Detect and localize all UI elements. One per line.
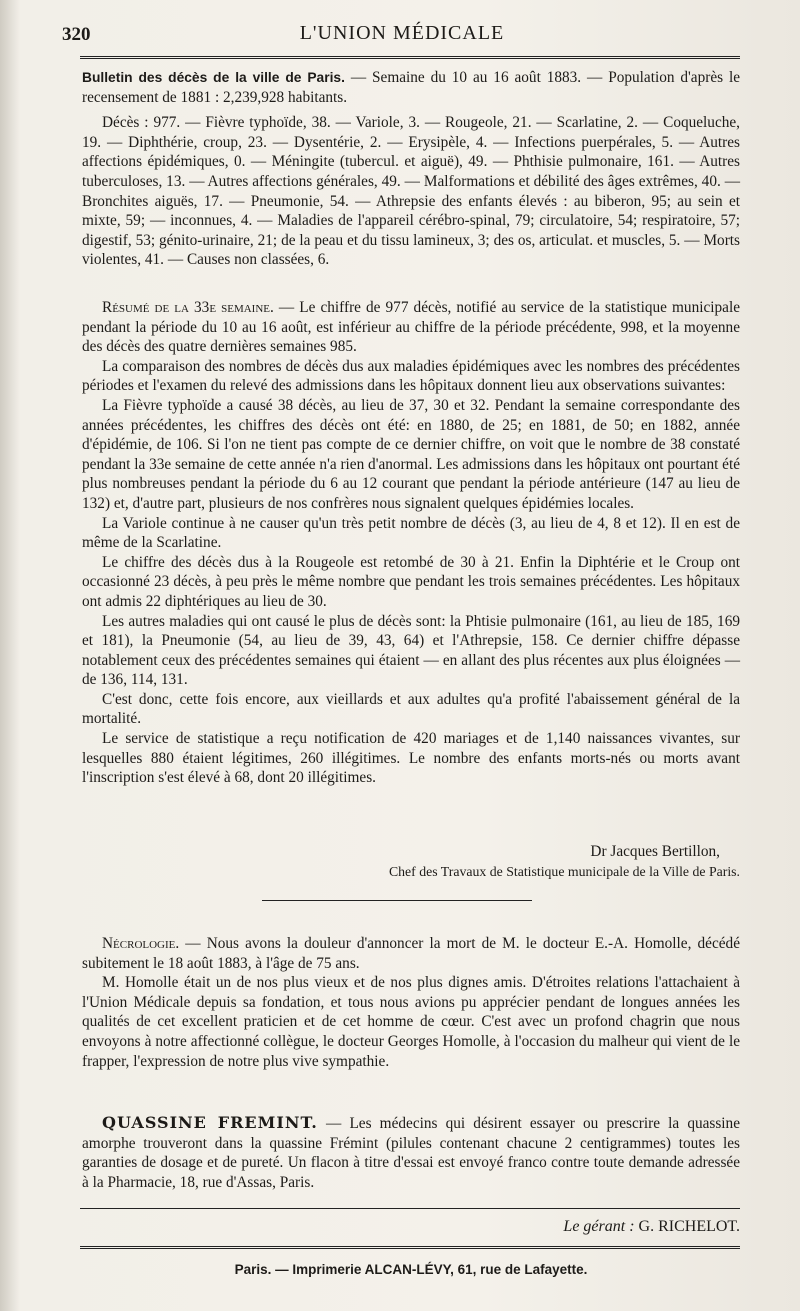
resume-paragraph: — Le chiffre de 977 décès, notifié au service de la statistique municipale pendant la période du 10 au 16 août, est inférieur au chiffre de la période précédente, 998, et la moyenne des décès des quatre dernières semaines 985. [82, 299, 740, 356]
resume-paragraph: La Variole continue à ne causer qu'un très petit nombre de décès (3, au lieu de 4, 8 et 12). Il en est de même de la Scarlatine. [82, 514, 740, 552]
resume-paragraph: Le chiffre des décès dus à la Rougeole est retombé de 30 à 21. Enfin la Diphtérie et le Croup ont occasionné 23 décès, à peu près le même nombre que pendant les trois semaines précédentes. Les hôpitaux ont admis 22 diphtériques au lieu de 30. [82, 553, 740, 610]
necrologie-paragraph: — Nous avons la douleur d'annoncer la mort de M. le docteur E.-A. Homolle, décédé subitement le 18 août 1883, à l'âge de 75 ans. [82, 935, 740, 972]
signature-title: Chef des Travaux de Statistique municipale de la Ville de Paris. [388, 863, 740, 879]
necrologie-heading: Nécrologie. [102, 935, 180, 952]
necrologie-paragraph: M. Homolle était un de nos plus vieux et de nos plus dignes amis. D'étroites relations l'attachaient à l'Union Médicale depuis sa fondation, et tous nous avions pu apprécier pendant de longues années les qualités de cet excellent praticien et de cet homme de cœur. C'est avec un profond chagrin que nous envoyons à notre affectionné collègue, le docteur Georges Homolle, à l'occasion du malheur qui vient de le frapper, l'expression de notre plus vive sympathie. [82, 974, 740, 1070]
gerant-name: G. RICHELOT. [634, 1218, 740, 1235]
advert-body: — Les médecins qui désirent essayer ou prescrire la quassine amorphe trouveront dans la quassine Frémint (pilules contenant chacune 2 centigrammes) toutes les garanties de dosage et de pureté. Un flacon à titre d'essai est envoyé franco contre toute demande adressée à la Pharmacie, 18, rue d'Assas, Paris. [82, 1115, 740, 1191]
bulletin-title-rest: — Semaine du 10 au 16 août 1883. — Population d'après le recensement de 1881 : 2,239,928 habitants. [82, 69, 741, 106]
resume-paragraph: Les autres maladies qui ont causé le plus de décès sont: la Phtisie pulmonaire (161, au lieu de 185, 169 et 181), la Pneumonie (54, au lieu de 39, 43, 64) et l'Athrepsie, 158. Ce dernier chiffre dépasse notablement ceux des précédentes semaines qui étaient — en allant des plus récentes aux plus éloignées — de 136, 114, 131. [82, 612, 740, 689]
bulletin-body: Décès : 977. — Fièvre typhoïde, 38. — Variole, 3. — Rougeole, 21. — Scarlatine, 2. — Coqueluche, 19. — Diphthérie, croup, 23. — Dysentérie, 2. — Erysipèle, 4. — Infections puerpérales, 5. — Autres affections épidémiques, 0. — Méningite (tubercul. et aiguë), 49. — Phthisie pulmonaire, 161. — Autres tuberculoses, 13. — Autres affections générales, 49. — Malformations et débilité des âges extrêmes, 40. — Bronchites aiguës, 17. — Pneumonie, 54. — Athrepsie des enfants élevés : au biberon, 95; au sein et mixte, 59; — inconnues, 4. — Maladies de l'appareil cérébro-spinal, 79; circulatoire, 54; respiratoire, 57; digestif, 53; génito-urinaire, 21; de la peau et du tissu lamineux, 3; des os, articulat. et muscles, 5. — Morts violentes, 41. — Causes non classées, 6. [82, 114, 740, 269]
page-number: 320 [62, 24, 91, 45]
advert-section [82, 1113, 740, 1192]
resume-paragraph: Le service de statistique a reçu notification de 420 mariages et de 1,140 naissances vivantes, sur lesquelles 880 étaient légitimes, 260 illégitimes. Le nombre des enfants morts-nés ou morts avant l'inscription s'est élevé à 68, dont 20 illégitimes. [82, 730, 740, 787]
signature-block [82, 842, 740, 881]
resume-paragraph: La comparaison des nombres de décès dus aux maladies épidémiques avec les nombres des précédentes périodes et l'examen du relevé des admissions dans les hôpitaux donnent lieu aux observations suivantes: [82, 357, 740, 395]
header-rule [80, 56, 740, 59]
necrologie-section [82, 934, 740, 1071]
footer-rule [80, 1208, 740, 1209]
resume-heading: Résumé de la 33e semaine. [102, 299, 274, 316]
advert-title: QUASSINE FREMINT. [102, 1113, 318, 1132]
section-divider [262, 900, 532, 901]
bulletin-title: Bulletin des décès de la ville de Paris. [82, 70, 345, 85]
bulletin-section [82, 68, 740, 270]
gerant-label: Le gérant : [563, 1218, 635, 1235]
printer-rule [80, 1246, 740, 1249]
page-header [62, 20, 742, 50]
resume-paragraph: La Fièvre typhoïde a causé 38 décès, au lieu de 37, 30 et 32. Pendant la semaine correspondante des années précédentes, les chiffres des décès ont été: en 1880, de 25; en 1881, de 50; en 1882, année d'épidémie, de 106. Si l'on ne tient pas compte de ce dernier chiffre, on voit que le nombre de 38 constaté pendant la 33e semaine de cette année n'a rien d'anormal. Les admissions dans les hôpitaux ont pourtant été plus nombreuses pendant la période du 6 au 12 courant que pendant la période antérieure (147 au lieu de 132) et, d'autre part, plusieurs de nos confrères nous signalent quelques épidémies locales. [82, 396, 740, 512]
signature-name: Dr Jacques Bertillon, [590, 843, 720, 860]
running-title: L'UNION MÉDICALE [299, 22, 505, 44]
resume-paragraph: C'est donc, cette fois encore, aux vieillards et aux adultes qu'a profité l'abaissement général de la mortalité. [82, 690, 740, 728]
printer-line: Paris. — Imprimerie ALCAN-LÉVY, 61, rue de Lafayette. [234, 1262, 588, 1277]
gerant-line [82, 1218, 740, 1236]
resume-section [82, 298, 740, 788]
